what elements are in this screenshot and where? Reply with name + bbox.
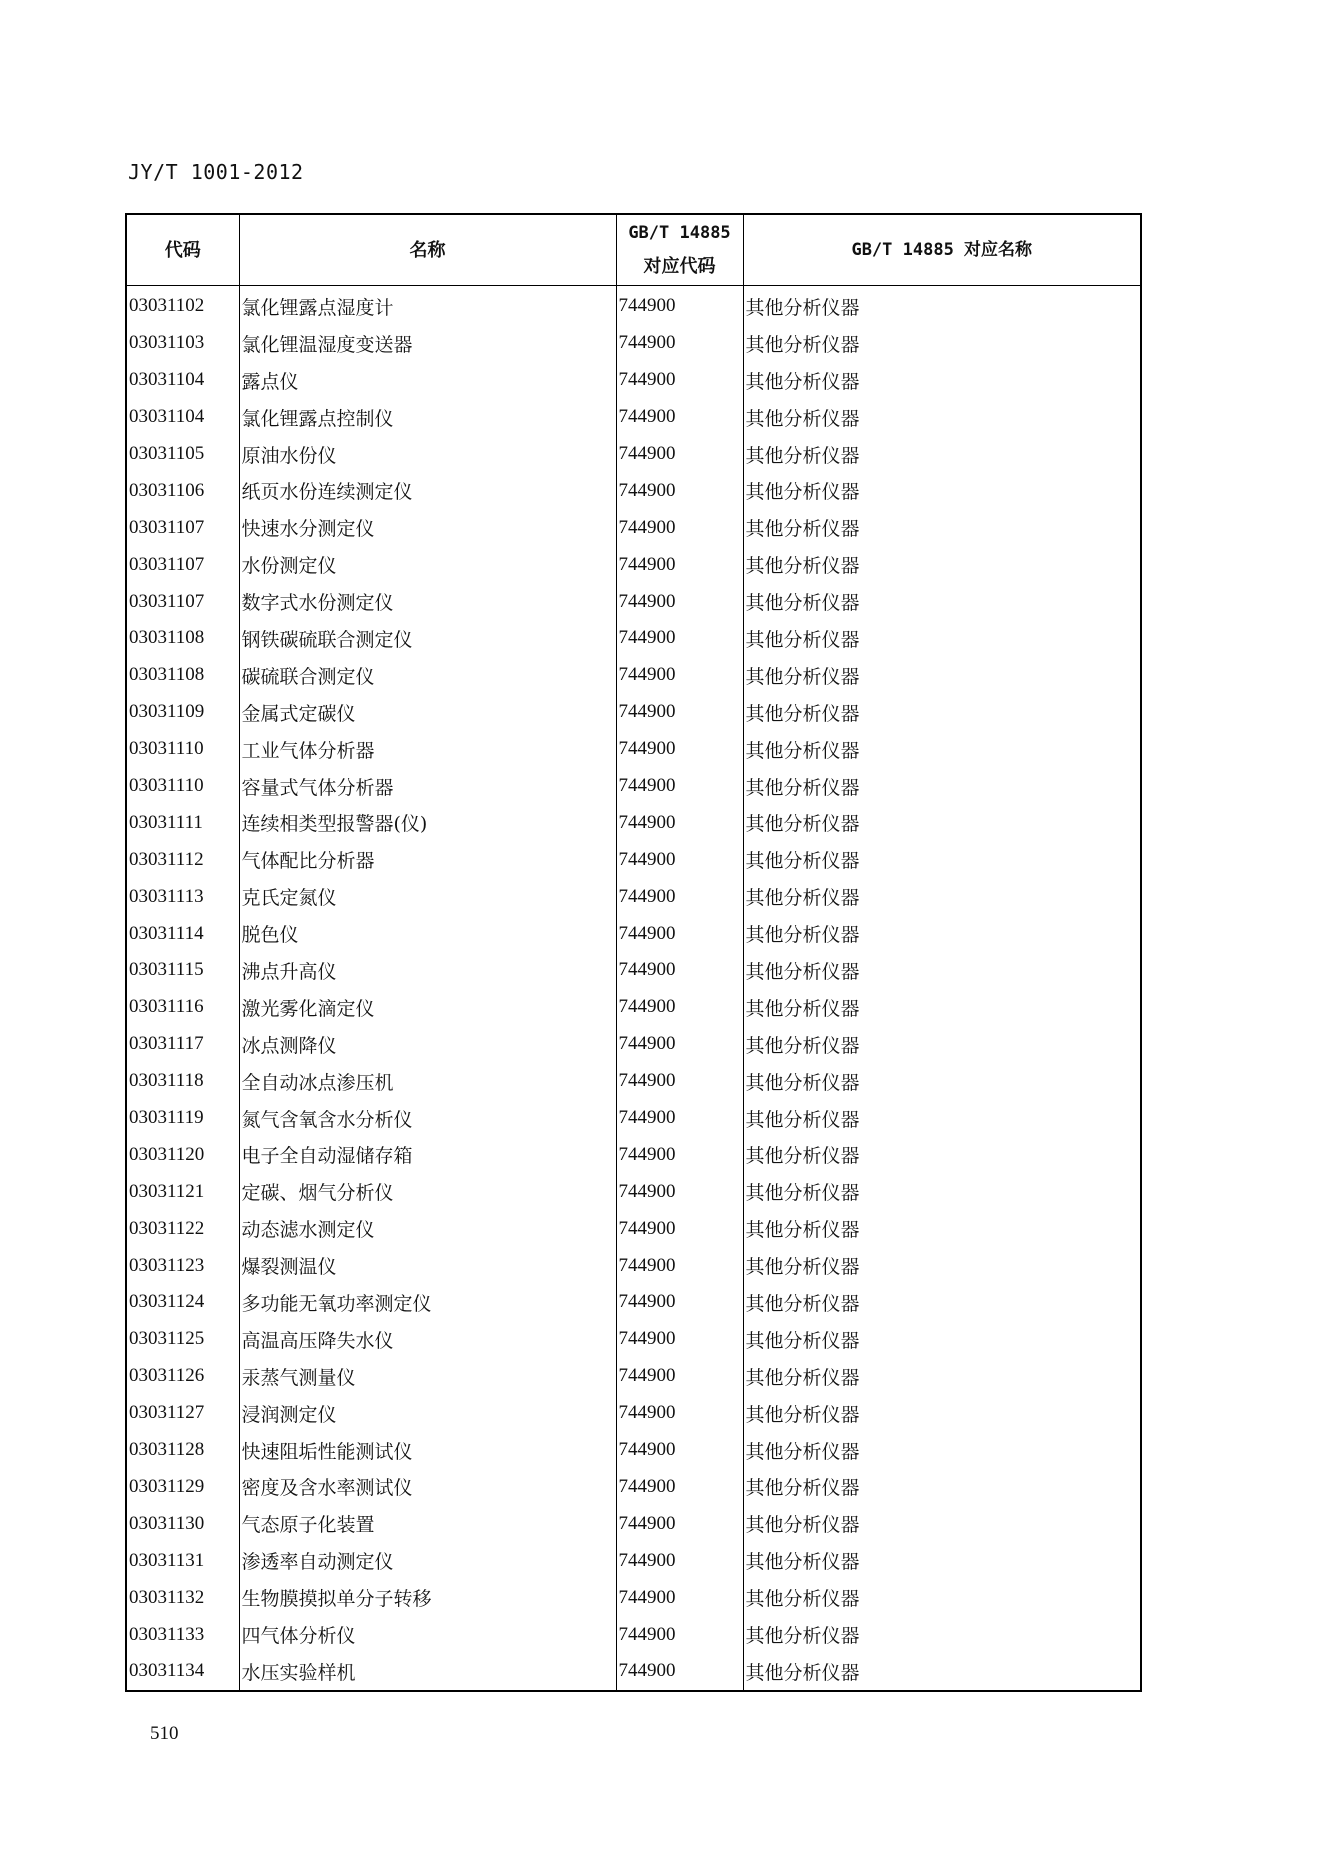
gb-code-cell: 744900 xyxy=(616,989,743,1026)
name-cell: 钢铁碳硫联合测定仪 xyxy=(239,620,616,657)
name-cell: 全自动冰点渗压机 xyxy=(239,1063,616,1100)
name-cell: 氮气含氧含水分析仪 xyxy=(239,1100,616,1137)
name-cell: 脱色仪 xyxy=(239,915,616,952)
code-cell: 03031124 xyxy=(126,1284,239,1321)
code-cell: 03031113 xyxy=(126,878,239,915)
code-cell: 03031116 xyxy=(126,989,239,1026)
table-row xyxy=(126,472,1141,509)
table-row xyxy=(126,325,1141,362)
name-cell: 渗透率自动测定仪 xyxy=(239,1542,616,1579)
gb-code-cell: 744900 xyxy=(616,399,743,436)
table-row xyxy=(126,620,1141,657)
gb-code-cell: 744900 xyxy=(616,1247,743,1284)
gb-name-cell: 其他分析仪器 xyxy=(743,546,1141,583)
table-row xyxy=(126,878,1141,915)
code-cell: 03031126 xyxy=(126,1358,239,1395)
code-cell: 03031127 xyxy=(126,1395,239,1432)
name-cell: 气体配比分析器 xyxy=(239,841,616,878)
code-cell: 03031114 xyxy=(126,915,239,952)
code-cell: 03031105 xyxy=(126,436,239,473)
code-cell: 03031133 xyxy=(126,1616,239,1653)
column-header-gb-code-line1: GB/T 14885 xyxy=(628,223,731,243)
code-cell: 03031130 xyxy=(126,1505,239,1542)
gb-name-cell: 其他分析仪器 xyxy=(743,1026,1141,1063)
code-cell: 03031134 xyxy=(126,1653,239,1691)
code-cell: 03031103 xyxy=(126,325,239,362)
table-row xyxy=(126,546,1141,583)
name-cell: 密度及含水率测试仪 xyxy=(239,1469,616,1506)
code-cell: 03031117 xyxy=(126,1026,239,1063)
code-cell: 03031123 xyxy=(126,1247,239,1284)
table-row xyxy=(126,436,1141,473)
gb-name-cell: 其他分析仪器 xyxy=(743,620,1141,657)
gb-name-cell: 其他分析仪器 xyxy=(743,1358,1141,1395)
name-cell: 沸点升高仪 xyxy=(239,952,616,989)
table-row xyxy=(126,583,1141,620)
gb-code-cell: 744900 xyxy=(616,1616,743,1653)
header-row xyxy=(126,214,1141,286)
column-header-name: 名称 xyxy=(239,214,616,286)
gb-code-cell: 744900 xyxy=(616,1173,743,1210)
name-cell: 激光雾化滴定仪 xyxy=(239,989,616,1026)
name-cell: 四气体分析仪 xyxy=(239,1616,616,1653)
code-cell: 03031107 xyxy=(126,546,239,583)
gb-code-cell: 744900 xyxy=(616,878,743,915)
gb-name-cell: 其他分析仪器 xyxy=(743,1210,1141,1247)
gb-name-cell: 其他分析仪器 xyxy=(743,509,1141,546)
gb-name-cell: 其他分析仪器 xyxy=(743,1063,1141,1100)
gb-name-cell: 其他分析仪器 xyxy=(743,731,1141,768)
gb-code-cell: 744900 xyxy=(616,1432,743,1469)
gb-code-cell: 744900 xyxy=(616,1542,743,1579)
code-cell: 03031122 xyxy=(126,1210,239,1247)
table-row xyxy=(126,989,1141,1026)
gb-code-cell: 744900 xyxy=(616,731,743,768)
gb-name-cell: 其他分析仪器 xyxy=(743,399,1141,436)
code-cell: 03031132 xyxy=(126,1579,239,1616)
gb-name-cell: 其他分析仪器 xyxy=(743,1247,1141,1284)
code-cell: 03031107 xyxy=(126,509,239,546)
gb-name-cell: 其他分析仪器 xyxy=(743,472,1141,509)
table-row xyxy=(126,1616,1141,1653)
gb-code-cell: 744900 xyxy=(616,1321,743,1358)
code-cell: 03031118 xyxy=(126,1063,239,1100)
table-row xyxy=(126,362,1141,399)
table-row xyxy=(126,731,1141,768)
table-row xyxy=(126,1100,1141,1137)
table-row xyxy=(126,1210,1141,1247)
column-header-gb-name-label: GB/T 14885 对应名称 xyxy=(851,240,1033,260)
gb-name-cell: 其他分析仪器 xyxy=(743,1579,1141,1616)
name-cell: 生物膜摸拟单分子转移 xyxy=(239,1579,616,1616)
gb-name-cell: 其他分析仪器 xyxy=(743,1432,1141,1469)
name-cell: 多功能无氧功率测定仪 xyxy=(239,1284,616,1321)
standard-id-header: JY/T 1001-2012 xyxy=(128,160,304,184)
gb-name-cell: 其他分析仪器 xyxy=(743,325,1141,362)
table-body xyxy=(126,286,1141,1691)
code-cell: 03031106 xyxy=(126,472,239,509)
gb-code-cell: 744900 xyxy=(616,1136,743,1173)
table-row xyxy=(126,1469,1141,1506)
catalog-table-container xyxy=(125,213,1140,1692)
column-header-code: 代码 xyxy=(126,214,239,286)
name-cell: 克氏定氮仪 xyxy=(239,878,616,915)
gb-code-cell: 744900 xyxy=(616,362,743,399)
code-cell: 03031110 xyxy=(126,768,239,805)
gb-code-cell: 744900 xyxy=(616,694,743,731)
gb-code-cell: 744900 xyxy=(616,1210,743,1247)
table-row xyxy=(126,1136,1141,1173)
gb-name-cell: 其他分析仪器 xyxy=(743,1505,1141,1542)
gb-code-cell: 744900 xyxy=(616,436,743,473)
gb-code-cell: 744900 xyxy=(616,1395,743,1432)
table-row xyxy=(126,841,1141,878)
code-cell: 03031104 xyxy=(126,399,239,436)
code-cell: 03031108 xyxy=(126,620,239,657)
table-header xyxy=(126,214,1141,286)
name-cell: 容量式气体分析器 xyxy=(239,768,616,805)
gb-name-cell: 其他分析仪器 xyxy=(743,878,1141,915)
gb-name-cell: 其他分析仪器 xyxy=(743,768,1141,805)
gb-code-cell: 744900 xyxy=(616,768,743,805)
code-cell: 03031121 xyxy=(126,1173,239,1210)
code-cell: 03031104 xyxy=(126,362,239,399)
code-cell: 03031108 xyxy=(126,657,239,694)
table-row xyxy=(126,768,1141,805)
gb-name-cell: 其他分析仪器 xyxy=(743,1284,1141,1321)
gb-code-cell: 744900 xyxy=(616,546,743,583)
name-cell: 汞蒸气测量仪 xyxy=(239,1358,616,1395)
code-cell: 03031131 xyxy=(126,1542,239,1579)
table-row xyxy=(126,1358,1141,1395)
name-cell: 连续相类型报警器(仪) xyxy=(239,804,616,841)
gb-code-cell: 744900 xyxy=(616,657,743,694)
gb-name-cell: 其他分析仪器 xyxy=(743,1321,1141,1358)
table-row xyxy=(126,1284,1141,1321)
code-cell: 03031109 xyxy=(126,694,239,731)
table-row xyxy=(126,1321,1141,1358)
gb-code-cell: 744900 xyxy=(616,1026,743,1063)
table-row xyxy=(126,1432,1141,1469)
gb-name-cell: 其他分析仪器 xyxy=(743,1469,1141,1506)
column-header-gb-code xyxy=(616,214,743,286)
gb-code-cell: 744900 xyxy=(616,1505,743,1542)
gb-name-cell: 其他分析仪器 xyxy=(743,1173,1141,1210)
code-cell: 03031129 xyxy=(126,1469,239,1506)
table-row xyxy=(126,1579,1141,1616)
name-cell: 水份测定仪 xyxy=(239,546,616,583)
gb-name-cell: 其他分析仪器 xyxy=(743,989,1141,1026)
name-cell: 快速阻垢性能测试仪 xyxy=(239,1432,616,1469)
name-cell: 高温高压降失水仪 xyxy=(239,1321,616,1358)
name-cell: 露点仪 xyxy=(239,362,616,399)
gb-name-cell: 其他分析仪器 xyxy=(743,657,1141,694)
catalog-table xyxy=(125,213,1142,1692)
gb-code-cell: 744900 xyxy=(616,841,743,878)
gb-name-cell: 其他分析仪器 xyxy=(743,1136,1141,1173)
table-row xyxy=(126,1542,1141,1579)
gb-name-cell: 其他分析仪器 xyxy=(743,1616,1141,1653)
name-cell: 快速水分测定仪 xyxy=(239,509,616,546)
gb-name-cell: 其他分析仪器 xyxy=(743,841,1141,878)
gb-name-cell: 其他分析仪器 xyxy=(743,286,1141,325)
code-cell: 03031125 xyxy=(126,1321,239,1358)
name-cell: 纸页水份连续测定仪 xyxy=(239,472,616,509)
table-row xyxy=(126,952,1141,989)
name-cell: 水压实验样机 xyxy=(239,1653,616,1691)
name-cell: 氯化锂露点湿度计 xyxy=(239,286,616,325)
code-cell: 03031110 xyxy=(126,731,239,768)
gb-name-cell: 其他分析仪器 xyxy=(743,436,1141,473)
table-row xyxy=(126,694,1141,731)
gb-code-cell: 744900 xyxy=(616,915,743,952)
gb-code-cell: 744900 xyxy=(616,286,743,325)
table-row xyxy=(126,1026,1141,1063)
name-cell: 金属式定碳仪 xyxy=(239,694,616,731)
name-cell: 气态原子化装置 xyxy=(239,1505,616,1542)
table-row xyxy=(126,1653,1141,1691)
gb-name-cell: 其他分析仪器 xyxy=(743,915,1141,952)
gb-code-cell: 744900 xyxy=(616,1063,743,1100)
gb-code-cell: 744900 xyxy=(616,620,743,657)
code-cell: 03031111 xyxy=(126,804,239,841)
gb-name-cell: 其他分析仪器 xyxy=(743,1395,1141,1432)
name-cell: 工业气体分析器 xyxy=(239,731,616,768)
gb-code-cell: 744900 xyxy=(616,1579,743,1616)
column-header-gb-name xyxy=(743,214,1141,286)
gb-code-cell: 744900 xyxy=(616,1358,743,1395)
gb-name-cell: 其他分析仪器 xyxy=(743,952,1141,989)
name-cell: 浸润测定仪 xyxy=(239,1395,616,1432)
name-cell: 冰点测降仪 xyxy=(239,1026,616,1063)
name-cell: 爆裂测温仪 xyxy=(239,1247,616,1284)
name-cell: 定碳、烟气分析仪 xyxy=(239,1173,616,1210)
name-cell: 碳硫联合测定仪 xyxy=(239,657,616,694)
table-row xyxy=(126,915,1141,952)
gb-code-cell: 744900 xyxy=(616,1100,743,1137)
gb-code-cell: 744900 xyxy=(616,325,743,362)
name-cell: 数字式水份测定仪 xyxy=(239,583,616,620)
table-row xyxy=(126,804,1141,841)
gb-code-cell: 744900 xyxy=(616,583,743,620)
gb-name-cell: 其他分析仪器 xyxy=(743,362,1141,399)
name-cell: 原油水份仪 xyxy=(239,436,616,473)
name-cell: 氯化锂露点控制仪 xyxy=(239,399,616,436)
name-cell: 氯化锂温湿度变送器 xyxy=(239,325,616,362)
code-cell: 03031128 xyxy=(126,1432,239,1469)
code-cell: 03031102 xyxy=(126,286,239,325)
gb-code-cell: 744900 xyxy=(616,472,743,509)
gb-code-cell: 744900 xyxy=(616,1653,743,1691)
table-row xyxy=(126,1063,1141,1100)
gb-name-cell: 其他分析仪器 xyxy=(743,694,1141,731)
code-cell: 03031119 xyxy=(126,1100,239,1137)
column-header-gb-code-line2: 对应代码 xyxy=(643,256,716,277)
table-row xyxy=(126,399,1141,436)
gb-code-cell: 744900 xyxy=(616,1469,743,1506)
name-cell: 动态滤水测定仪 xyxy=(239,1210,616,1247)
gb-name-cell: 其他分析仪器 xyxy=(743,583,1141,620)
table-row xyxy=(126,509,1141,546)
gb-code-cell: 744900 xyxy=(616,509,743,546)
code-cell: 03031112 xyxy=(126,841,239,878)
page-number: 510 xyxy=(150,1723,179,1744)
gb-name-cell: 其他分析仪器 xyxy=(743,804,1141,841)
code-cell: 03031107 xyxy=(126,583,239,620)
table-row xyxy=(126,1173,1141,1210)
gb-code-cell: 744900 xyxy=(616,1284,743,1321)
table-row xyxy=(126,1505,1141,1542)
gb-code-cell: 744900 xyxy=(616,804,743,841)
table-row xyxy=(126,1247,1141,1284)
gb-name-cell: 其他分析仪器 xyxy=(743,1100,1141,1137)
table-row xyxy=(126,657,1141,694)
gb-name-cell: 其他分析仪器 xyxy=(743,1542,1141,1579)
table-row xyxy=(126,1395,1141,1432)
code-cell: 03031115 xyxy=(126,952,239,989)
table-row xyxy=(126,286,1141,325)
gb-name-cell: 其他分析仪器 xyxy=(743,1653,1141,1691)
code-cell: 03031120 xyxy=(126,1136,239,1173)
gb-code-cell: 744900 xyxy=(616,952,743,989)
name-cell: 电子全自动湿储存箱 xyxy=(239,1136,616,1173)
